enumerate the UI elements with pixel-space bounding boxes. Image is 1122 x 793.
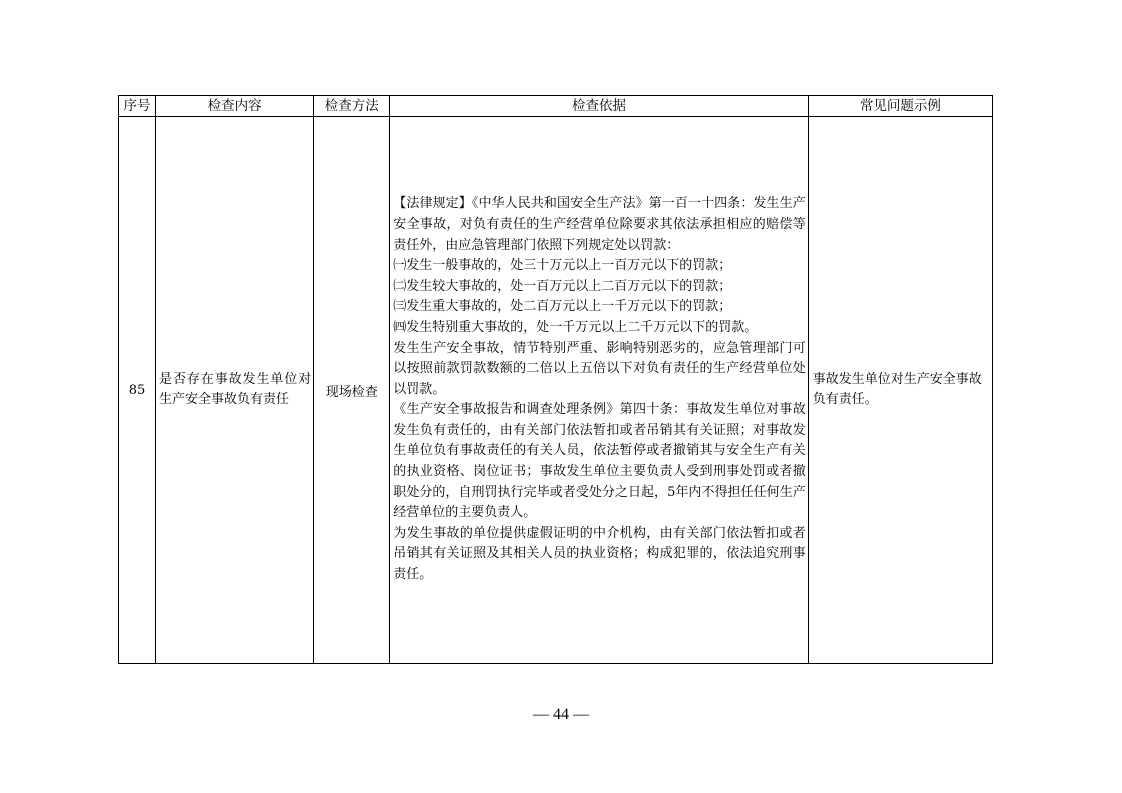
basis-paragraph: 【法律规定】《中华人民共和国安全生产法》第一百一十四条：发生生产安全事故，对负有责任的生产经营单位除要求其依法承担相应的赔偿等责任外，由应急管理部门依照下列规定处以罚款：	[393, 196, 806, 253]
basis-paragraph: ㈣发生特别重大事故的，处一千万元以上二千万元以下的罚款。	[393, 319, 758, 335]
table-row	[119, 117, 993, 664]
header-method: 检查方法	[314, 96, 390, 117]
header-content: 检查内容	[156, 96, 314, 117]
table-header-row	[119, 96, 993, 117]
header-basis: 检查依据	[390, 96, 808, 117]
header-problem: 常见问题示例	[808, 96, 992, 117]
cell-content: 是否存在事故发生单位对生产安全事故负有责任	[156, 117, 314, 664]
page-number: — 44 —	[533, 706, 589, 723]
basis-paragraph: ㈢发生重大事故的，处二百万元以上一千万元以下的罚款；	[393, 299, 732, 315]
cell-no: 85	[119, 117, 156, 664]
basis-paragraph: ㈠发生一般事故的，处三十万元以上一百万元以下的罚款；	[393, 258, 732, 274]
basis-paragraph: ㈡发生较大事故的，处一百万元以上二百万元以下的罚款；	[393, 278, 732, 294]
inspection-table	[118, 95, 993, 664]
cell-basis	[390, 117, 808, 664]
cell-method: 现场检查	[314, 117, 390, 664]
basis-paragraph: 《生产安全事故报告和调查处理条例》第四十条：事故发生单位对事故发生负有责任的，由有关部门依法暂扣或者吊销其有关证照；对事故发生单位负有事故责任的有关人员，依法暂停或者撤销其与安全生产有关的执业资格、岗位证书；事故发生单位主要负责人受到刑事处罚或者撤职处分的，自刑罚执行完毕或者受处分之日起，5年内不得担任任何生产经营单位的主要负责人。	[393, 402, 806, 521]
header-no: 序号	[119, 96, 156, 117]
basis-paragraph: 为发生事故的单位提供虚假证明的中介机构，由有关部门依法暂扣或者吊销其有关证照及其相关人员的执业资格；构成犯罪的，依法追究刑事责任。	[393, 525, 806, 583]
basis-paragraph: 发生生产安全事故，情节特别严重、影响特别恶劣的，应急管理部门可以按照前款罚款数额的二倍以上五倍以下对负有责任的生产经营单位处以罚款。	[393, 340, 806, 397]
cell-problem: 事故发生单位对生产安全事故负有责任。	[808, 117, 992, 664]
